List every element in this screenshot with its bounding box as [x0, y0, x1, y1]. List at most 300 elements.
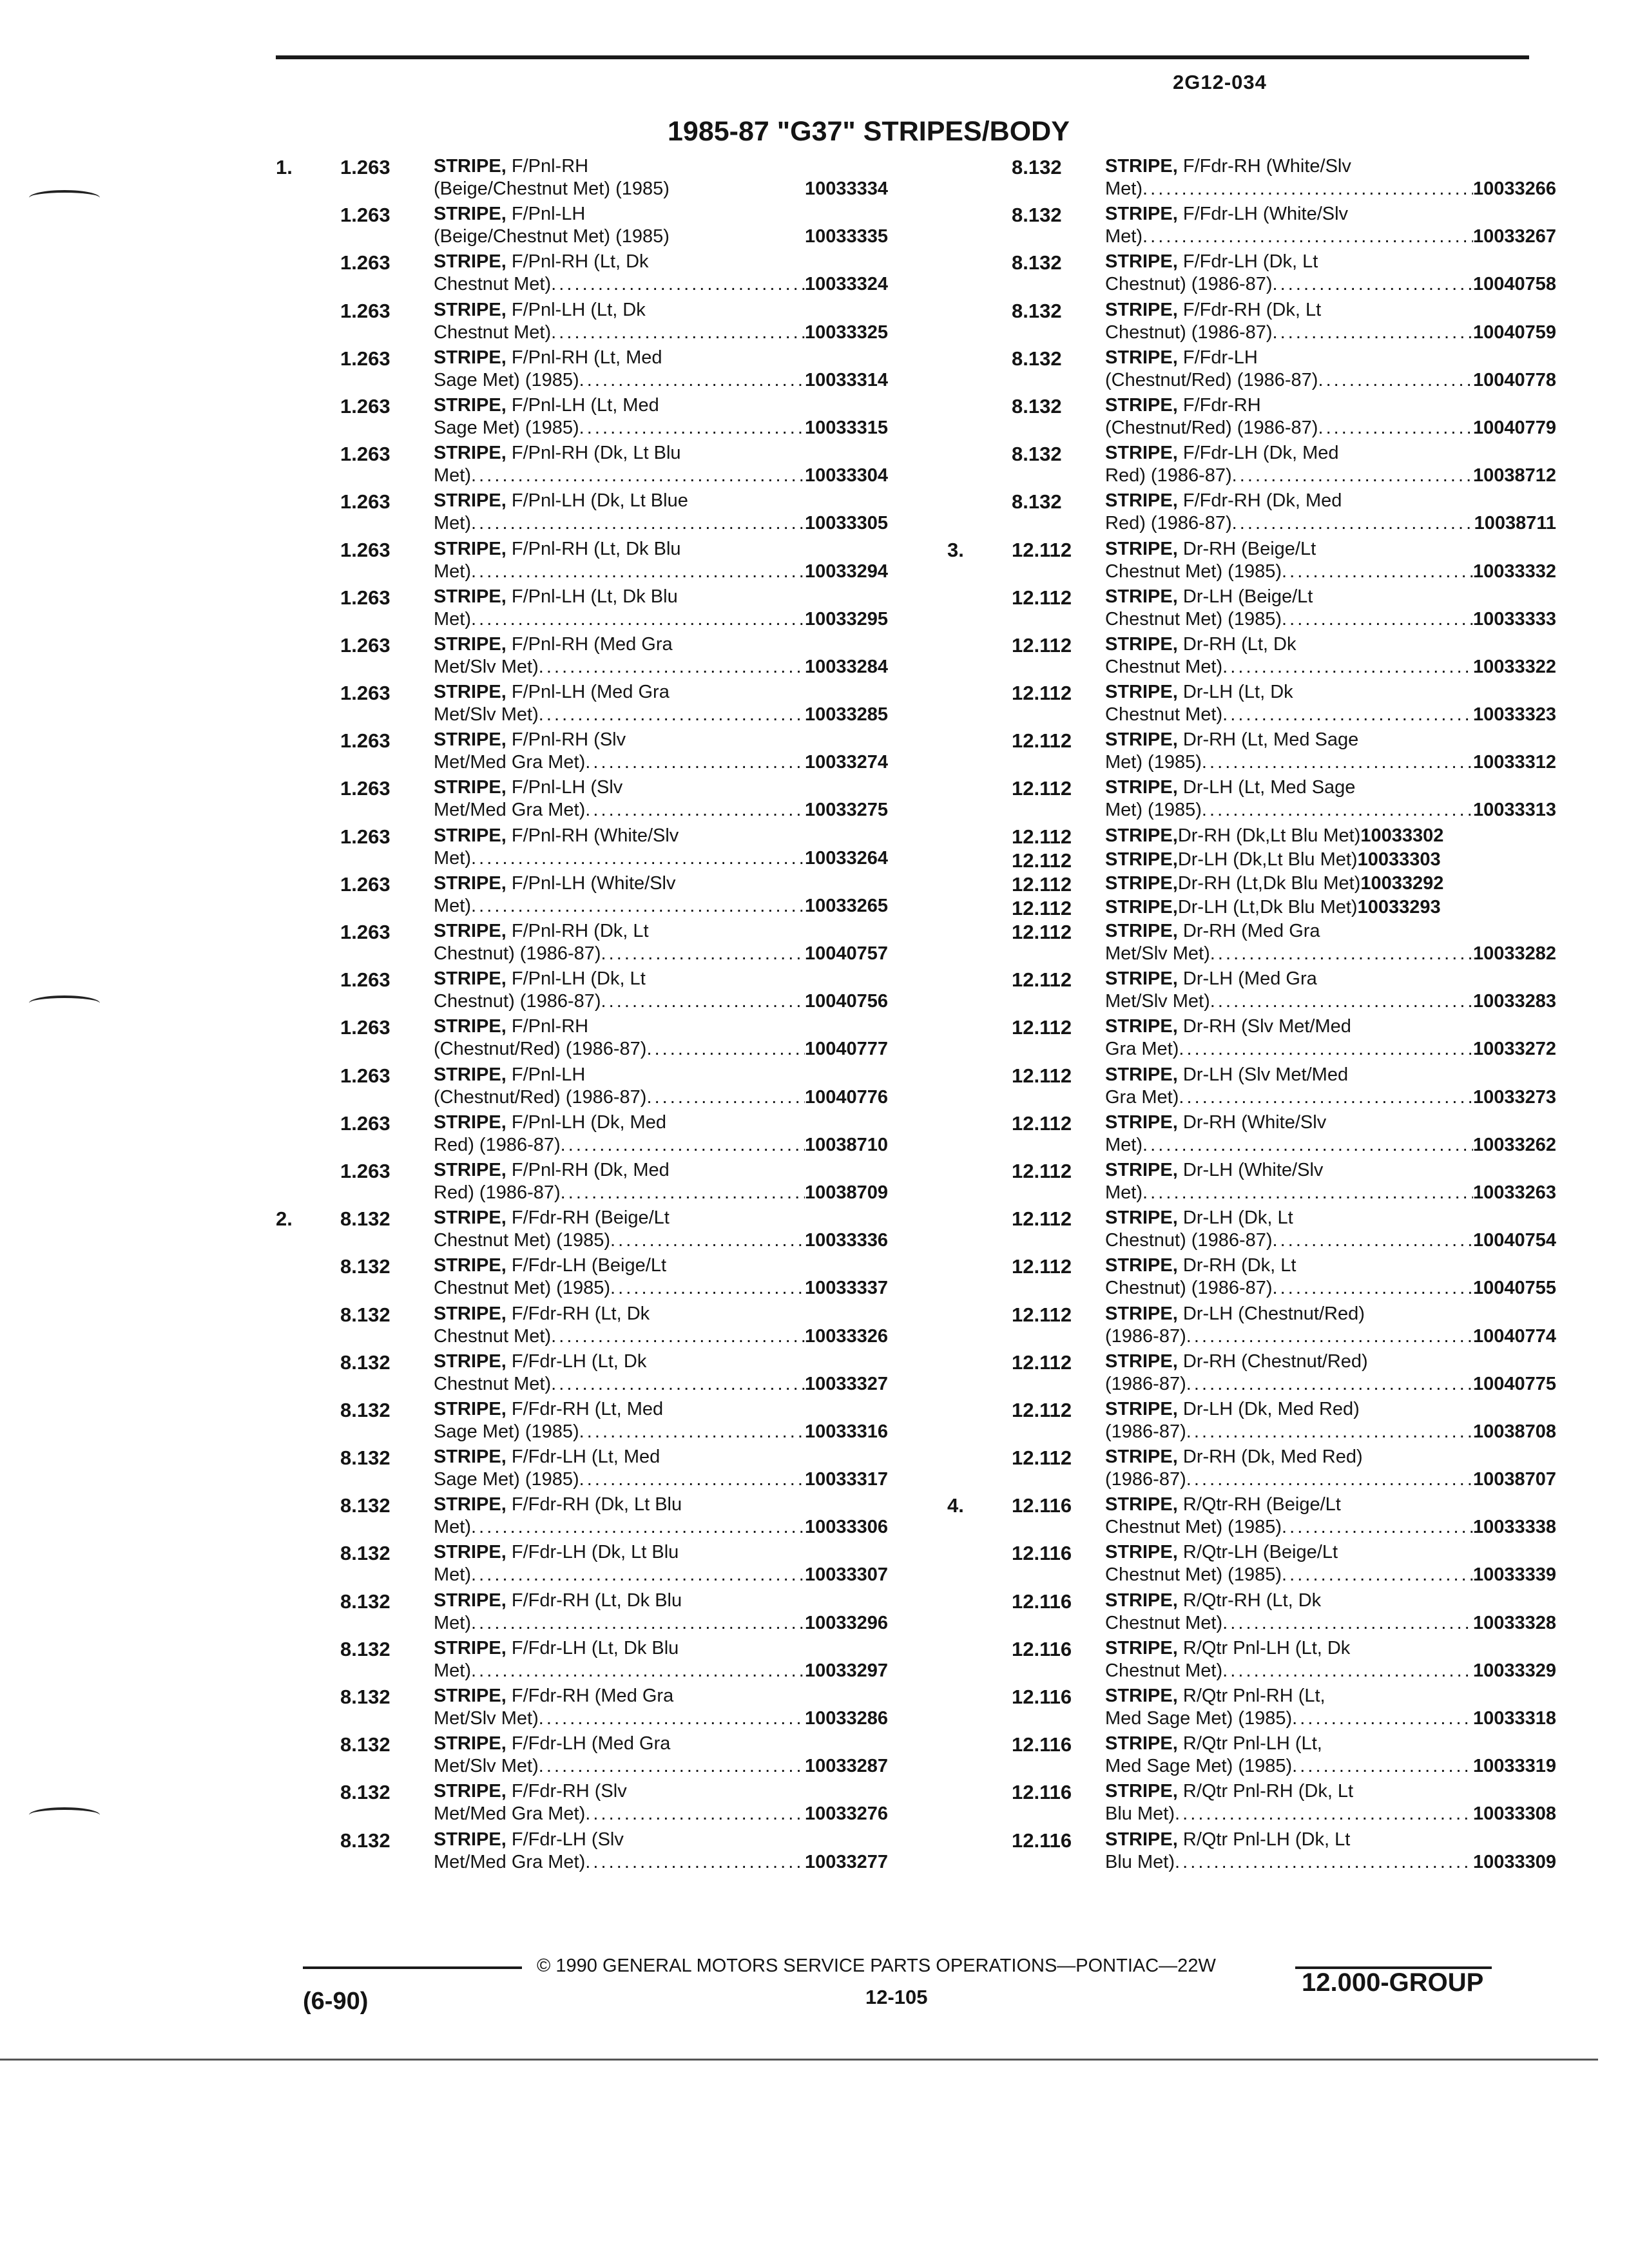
- part-keyword: STRIPE,: [1105, 1733, 1178, 1754]
- part-number: 10040777: [804, 1039, 888, 1060]
- part-keyword: STRIPE,: [1105, 968, 1178, 990]
- part-description-continued: [434, 1756, 888, 1777]
- dot-leader: [551, 322, 805, 343]
- dot-leader: [1175, 1803, 1473, 1825]
- part-number: 10033294: [804, 561, 888, 582]
- part-description: [434, 204, 888, 225]
- ref-number: 12.112: [1012, 1398, 1072, 1421]
- part-description: [434, 777, 888, 798]
- parts-list-entry: [276, 1063, 894, 1111]
- ref-number: 8.132: [340, 1398, 390, 1421]
- part-description: [434, 1303, 888, 1325]
- part-description-continued: [1105, 1756, 1556, 1777]
- part-variant: Med Sage Met) (1985): [1105, 1756, 1293, 1777]
- part-number: 10038711: [1474, 513, 1556, 534]
- part-keyword: STRIPE,: [1105, 1781, 1178, 1802]
- parts-list-entry: [276, 1254, 894, 1302]
- part-number: 10038707: [1472, 1469, 1556, 1490]
- parts-list-entry: [947, 1732, 1592, 1780]
- parts-list-entry: [276, 1445, 894, 1493]
- part-number: 10033307: [804, 1564, 888, 1586]
- part-number: 10033319: [1472, 1756, 1556, 1777]
- parts-list-entry: [276, 441, 894, 489]
- part-name: F/Pnl-LH (Dk, Lt Blue: [511, 490, 688, 512]
- part-variant: (Chestnut/Red) (1986-87): [434, 1039, 647, 1060]
- part-variant: Met): [434, 465, 471, 486]
- part-description-continued: [1105, 943, 1556, 965]
- dot-leader: [579, 1469, 805, 1490]
- part-variant: (Beige/Chestnut Met) (1985): [434, 226, 670, 247]
- part-description-continued: [1105, 1852, 1556, 1873]
- ref-number: 1.263: [340, 347, 390, 370]
- part-description-continued: [434, 1660, 888, 1682]
- dot-leader: [610, 1230, 805, 1251]
- part-number: 10033305: [804, 513, 888, 534]
- part-description: [1105, 1351, 1556, 1372]
- dot-leader: [1273, 274, 1473, 295]
- part-keyword: STRIPE,: [1105, 1111, 1178, 1133]
- ref-number: 12.116: [1012, 1686, 1072, 1708]
- ref-number: 8.132: [1012, 490, 1062, 514]
- part-description-continued: [1105, 178, 1556, 200]
- part-number: 10033267: [1472, 226, 1556, 247]
- part-description: [434, 1638, 888, 1659]
- part-description: [1105, 1207, 1556, 1229]
- part-keyword: STRIPE,: [434, 825, 506, 846]
- parts-list-entry: [276, 489, 894, 537]
- parts-list-entry: [947, 298, 1592, 346]
- part-name: Dr-RH (Lt, Med Sage: [1182, 729, 1359, 751]
- part-description-continued: [434, 1564, 888, 1586]
- part-description: [1105, 825, 1556, 847]
- part-number: 10033274: [804, 752, 888, 773]
- parts-list-entry: [947, 489, 1592, 537]
- part-keyword: STRIPE,: [434, 1446, 506, 1468]
- parts-list-entry: [947, 250, 1592, 298]
- part-keyword: STRIPE,: [434, 1829, 506, 1850]
- ref-number: 1.263: [340, 872, 390, 896]
- item-group-number: 1.: [276, 156, 293, 178]
- part-variant: Red) (1986-87): [1105, 465, 1232, 486]
- part-keyword: STRIPE,: [434, 538, 506, 559]
- parts-list-entry: [947, 441, 1592, 489]
- ref-number: 1.263: [340, 729, 390, 753]
- part-number: 10033296: [804, 1612, 888, 1633]
- part-keyword: STRIPE,: [434, 1111, 506, 1133]
- part-description-continued: [1105, 1517, 1556, 1538]
- part-number: 10033333: [1472, 608, 1556, 629]
- ref-number: 1.263: [340, 1159, 390, 1182]
- ref-number: 8.132: [340, 1494, 390, 1517]
- part-keyword: STRIPE,: [434, 1398, 506, 1419]
- ref-number: 12.112: [1012, 1446, 1072, 1470]
- dot-leader: [471, 896, 805, 917]
- part-description-continued: [434, 370, 888, 391]
- part-number: 10040756: [804, 991, 888, 1012]
- parts-list-entry: [276, 1015, 894, 1062]
- dot-leader: [610, 1278, 805, 1299]
- dot-leader: [471, 1564, 805, 1586]
- part-number: 10033304: [804, 465, 888, 486]
- dot-leader: [1273, 322, 1473, 343]
- part-keyword: STRIPE,: [434, 1494, 506, 1515]
- part-name: Dr-LH (Dk,Lt Blu Met): [1177, 849, 1358, 870]
- part-description-continued: [434, 1421, 888, 1443]
- ref-number: 8.132: [340, 1590, 390, 1613]
- part-keyword: STRIPE,: [434, 299, 506, 320]
- part-description: [1105, 539, 1556, 560]
- parts-list-entry: [947, 1158, 1592, 1206]
- part-variant: (Chestnut/Red) (1986-87): [1105, 369, 1318, 390]
- ref-number: 1.263: [340, 204, 390, 227]
- part-name: Dr-RH (Dk, Med Red): [1182, 1446, 1363, 1468]
- part-name: Dr-RH (Dk, Lt: [1182, 1255, 1296, 1276]
- part-keyword: STRIPE,: [1105, 1159, 1178, 1180]
- part-description: [1105, 490, 1556, 512]
- part-description-continued: [1105, 370, 1556, 391]
- ref-number: 12.112: [1012, 1350, 1072, 1374]
- part-variant: Chestnut) (1986-87): [1105, 322, 1273, 343]
- dot-leader: [1186, 1421, 1473, 1443]
- part-keyword: STRIPE,: [434, 1542, 506, 1563]
- part-description-continued: [1105, 274, 1556, 295]
- part-variant: Chestnut Met): [434, 274, 552, 295]
- part-number: 10033339: [1472, 1564, 1556, 1586]
- part-name: F/Pnl-RH (Med Gra: [511, 633, 673, 655]
- part-description: [1105, 1638, 1556, 1659]
- parts-list-entry: [947, 202, 1592, 250]
- part-description-continued: [1105, 1469, 1556, 1490]
- dot-leader: [551, 1374, 805, 1395]
- part-variant: Sage Met) (1985): [434, 1469, 579, 1490]
- part-number: 10033332: [1472, 561, 1556, 582]
- part-variant: Met) (1985): [1105, 752, 1202, 773]
- parts-list-entry: [947, 1445, 1592, 1493]
- part-description: [434, 968, 888, 990]
- part-number: 10033285: [804, 704, 888, 726]
- part-description: [434, 1781, 888, 1802]
- parts-list-entry: [276, 394, 894, 441]
- dot-leader: [471, 561, 805, 582]
- part-variant: Met): [434, 608, 471, 629]
- part-number: 10033323: [1472, 704, 1556, 726]
- part-description: [1105, 1542, 1556, 1563]
- part-description: [1105, 156, 1556, 177]
- part-variant: Sage Met) (1985): [434, 1421, 579, 1442]
- ref-number: 8.132: [340, 1542, 390, 1565]
- part-name: F/Pnl-LH (Lt, Dk: [511, 299, 646, 320]
- hole-punch-mark: [29, 995, 100, 1011]
- part-keyword: STRIPE,: [434, 1207, 506, 1229]
- dot-leader: [579, 418, 805, 439]
- part-description-continued: [1105, 418, 1556, 439]
- part-name: F/Pnl-LH (Med Gra: [511, 682, 670, 703]
- part-name: R/Qtr-RH (Beige/Lt: [1182, 1494, 1341, 1515]
- part-name: F/Pnl-RH: [511, 156, 589, 177]
- part-description: [434, 1399, 888, 1420]
- dot-leader: [1186, 1374, 1473, 1395]
- part-description-continued: [434, 1039, 888, 1060]
- part-name: F/Fdr-LH: [1182, 347, 1258, 368]
- part-variant: Red) (1986-87): [1105, 513, 1232, 534]
- dot-leader: [1142, 178, 1473, 200]
- part-name: F/Pnl-RH (Dk, Med: [511, 1159, 670, 1180]
- parts-list-entry: [947, 1302, 1592, 1350]
- item-group-number: 4.: [947, 1494, 964, 1517]
- ref-number: 12.112: [1012, 896, 1072, 919]
- parts-list-entry: [947, 1206, 1592, 1254]
- parts-list-entry: [276, 155, 894, 202]
- part-keyword: STRIPE,: [434, 443, 506, 464]
- parts-list-entry: [947, 1015, 1592, 1062]
- part-name: F/Fdr-LH (Dk, Lt: [1182, 251, 1318, 273]
- part-name: F/Fdr-LH (Dk, Med: [1182, 443, 1339, 464]
- parts-list-entry: [947, 1254, 1592, 1302]
- part-description: [1105, 347, 1556, 369]
- parts-list-entry: [276, 872, 894, 919]
- part-name: Dr-LH (Slv Met/Med: [1182, 1064, 1349, 1085]
- part-keyword: STRIPE,: [434, 1064, 506, 1085]
- part-keyword: STRIPE,: [1105, 1494, 1178, 1515]
- part-name: F/Fdr-RH (Dk, Lt Blu: [511, 1494, 682, 1515]
- ref-number: 12.112: [1012, 1016, 1072, 1039]
- page-code: 2G12-034: [1173, 71, 1267, 93]
- part-variant: Met/Med Gra Met): [434, 800, 586, 821]
- top-rule: [276, 55, 1529, 59]
- part-description: [1105, 395, 1556, 416]
- parts-list-entry: [947, 848, 1592, 872]
- part-variant: Chestnut) (1986-87): [434, 943, 601, 964]
- part-keyword: STRIPE,: [1105, 1686, 1178, 1706]
- parts-list-entry: [947, 776, 1592, 823]
- dot-leader: [539, 704, 805, 726]
- part-number: 10033282: [1472, 943, 1556, 964]
- part-keyword: STRIPE,: [1105, 347, 1178, 368]
- dot-leader: [1210, 943, 1473, 965]
- part-keyword: STRIPE,: [1105, 872, 1178, 894]
- part-description-continued: [1105, 657, 1556, 678]
- part-keyword: STRIPE,: [1105, 156, 1178, 177]
- parts-list-entry: [276, 1350, 894, 1398]
- part-keyword: STRIPE,: [1105, 1446, 1178, 1468]
- footer-page-number: 12-105: [865, 1986, 928, 2008]
- ref-number: 1.263: [340, 777, 390, 800]
- ref-number: 1.263: [340, 633, 390, 657]
- part-variant: Sage Met) (1985): [434, 369, 579, 390]
- part-description: [1105, 1064, 1556, 1086]
- dot-leader: [561, 1182, 805, 1204]
- part-number: 10033276: [804, 1803, 888, 1825]
- part-number: 10033309: [1472, 1851, 1556, 1872]
- part-description-continued: [434, 274, 888, 295]
- parts-list-entry: [276, 298, 894, 346]
- ref-number: 12.116: [1012, 1829, 1072, 1852]
- part-description-continued: [1105, 609, 1556, 630]
- part-variant: Met/Slv Met): [434, 1708, 539, 1729]
- part-description: [434, 490, 888, 512]
- part-name: F/Pnl-RH (Dk, Lt Blu: [511, 443, 681, 464]
- dot-leader: [585, 752, 805, 773]
- parts-list-entry: [276, 1493, 894, 1541]
- part-number: 10033325: [804, 322, 888, 343]
- part-keyword: STRIPE,: [1105, 1829, 1178, 1850]
- parts-column-left: [276, 155, 894, 1876]
- ref-number: 1.263: [340, 1064, 390, 1087]
- ref-number: 8.132: [340, 1829, 390, 1852]
- part-variant: Red) (1986-87): [434, 1182, 561, 1203]
- part-description-continued: [434, 322, 888, 343]
- part-keyword: STRIPE,: [1105, 849, 1178, 870]
- ref-number: 12.112: [1012, 1111, 1072, 1135]
- part-name: Dr-LH (Dk, Lt: [1182, 1207, 1293, 1229]
- part-variant: Chestnut Met) (1985): [434, 1230, 611, 1251]
- part-variant: Med Sage Met) (1985): [1105, 1708, 1293, 1729]
- parts-list-entry: [947, 728, 1592, 776]
- part-description: [1105, 1399, 1556, 1420]
- dot-leader: [1282, 1564, 1473, 1586]
- parts-list-entry: [947, 1063, 1592, 1111]
- part-keyword: STRIPE,: [1105, 1542, 1178, 1563]
- part-name: F/Fdr-RH (Beige/Lt: [511, 1207, 670, 1229]
- dot-leader: [1292, 1708, 1473, 1729]
- part-name: F/Pnl-LH (White/Slv: [511, 872, 676, 894]
- part-variant: Met): [434, 561, 471, 582]
- ref-number: 12.112: [1012, 872, 1072, 896]
- part-description-continued: [1105, 1135, 1556, 1156]
- part-name: Dr-RH (Slv Met/Med: [1182, 1016, 1351, 1037]
- dot-leader: [1142, 1135, 1473, 1156]
- ref-number: 1.263: [340, 1111, 390, 1135]
- part-variant: (Chestnut/Red) (1986-87): [1105, 417, 1318, 438]
- part-description: [434, 1112, 888, 1133]
- dot-leader: [1232, 513, 1474, 534]
- part-name: F/Pnl-RH (White/Slv: [511, 825, 679, 846]
- part-variant: (1986-87): [1105, 1469, 1186, 1490]
- part-number: 10040755: [1472, 1278, 1556, 1299]
- part-variant: (1986-87): [1105, 1325, 1186, 1347]
- part-description: [1105, 1494, 1556, 1515]
- dot-leader: [601, 991, 805, 1012]
- ref-number: 12.116: [1012, 1637, 1072, 1660]
- parts-list-entry: [947, 1398, 1592, 1445]
- part-description-continued: [1105, 1708, 1556, 1729]
- part-name: R/Qtr Pnl-RH (Dk, Lt: [1182, 1781, 1354, 1802]
- ref-number: 12.112: [1012, 825, 1072, 848]
- part-variant: Chestnut Met) (1985): [1105, 1564, 1282, 1586]
- part-description-continued: [434, 1803, 888, 1825]
- part-number: 10033314: [804, 369, 888, 390]
- parts-list-entry: [947, 896, 1592, 919]
- part-variant: Met): [434, 1612, 471, 1633]
- parts-list-entry: [947, 680, 1592, 728]
- part-variant: Blu Met): [1105, 1851, 1175, 1872]
- part-name: F/Pnl-RH (Lt, Med: [511, 347, 662, 368]
- part-keyword: STRIPE,: [1105, 1637, 1178, 1658]
- part-description: [434, 156, 888, 177]
- part-name: F/Fdr-LH (Med Gra: [511, 1733, 671, 1754]
- part-name: F/Pnl-LH (Lt, Dk Blu: [511, 586, 678, 607]
- dot-leader: [1318, 418, 1473, 439]
- part-description: [1105, 1829, 1556, 1850]
- part-keyword: STRIPE,: [434, 968, 506, 990]
- part-number: 10033264: [804, 847, 888, 869]
- part-variant: Met): [434, 895, 471, 916]
- part-name: F/Fdr-RH (Slv: [511, 1781, 627, 1802]
- part-number: 10033287: [804, 1756, 888, 1777]
- part-description: [434, 1733, 888, 1754]
- parts-list-entry: [276, 967, 894, 1015]
- ref-number: 12.116: [1012, 1542, 1072, 1565]
- dot-leader: [1282, 561, 1473, 582]
- part-description: [434, 1064, 888, 1086]
- part-description-continued: [1105, 1039, 1556, 1060]
- part-keyword: STRIPE,: [1105, 921, 1178, 941]
- part-keyword: STRIPE,: [1105, 729, 1178, 751]
- part-name: F/Pnl-RH (Slv: [511, 729, 626, 751]
- hole-punch-mark: [29, 1807, 100, 1823]
- part-keyword: STRIPE,: [1105, 1064, 1178, 1085]
- ref-number: 12.112: [1012, 586, 1072, 609]
- part-description-continued: [1105, 322, 1556, 343]
- part-name: R/Qtr Pnl-LH (Lt, Dk: [1182, 1637, 1351, 1658]
- dot-leader: [1142, 1182, 1473, 1204]
- part-number: 10033265: [804, 895, 888, 916]
- part-number: 10033322: [1472, 656, 1556, 677]
- part-name: Dr-LH (Beige/Lt: [1182, 586, 1313, 607]
- part-number: 10033326: [804, 1325, 888, 1347]
- dot-leader: [1282, 1517, 1473, 1538]
- part-keyword: STRIPE,: [434, 204, 506, 225]
- part-name: F/Pnl-RH (Dk, Lt: [511, 921, 649, 941]
- part-description-continued: [434, 800, 888, 821]
- part-description: [1105, 1446, 1556, 1468]
- part-variant: Met/Slv Met): [434, 1756, 539, 1777]
- part-description-continued: [434, 1469, 888, 1490]
- part-number: 10040757: [804, 943, 888, 964]
- part-description-continued: [1105, 800, 1556, 821]
- dot-leader: [1175, 1852, 1473, 1873]
- ref-number: 8.132: [1012, 299, 1062, 322]
- parts-list-entry: [947, 633, 1592, 680]
- hole-punch-mark: [29, 190, 100, 206]
- part-name: Dr-RH (Dk,Lt Blu Met): [1177, 825, 1361, 846]
- ref-number: 8.132: [1012, 156, 1062, 178]
- part-description: [1105, 729, 1556, 751]
- part-name: R/Qtr Pnl-RH (Lt,: [1182, 1686, 1325, 1706]
- part-keyword: STRIPE,: [1105, 1350, 1178, 1372]
- part-description: [1105, 251, 1556, 273]
- part-name: F/Pnl-LH: [511, 204, 586, 225]
- dot-leader: [551, 1326, 805, 1347]
- part-name: F/Fdr-RH: [1182, 394, 1261, 416]
- part-name: F/Fdr-RH (Lt, Dk: [511, 1303, 650, 1324]
- part-keyword: STRIPE,: [434, 1637, 506, 1658]
- part-variant: (Chestnut/Red) (1986-87): [434, 1086, 647, 1108]
- part-variant: (Beige/Chestnut Met) (1985): [434, 178, 670, 199]
- parts-list-entry: [947, 1637, 1592, 1684]
- dot-leader: [646, 1039, 805, 1060]
- part-name: F/Pnl-RH: [511, 1016, 589, 1037]
- dot-leader: [579, 1421, 805, 1443]
- ref-number: 8.132: [340, 1350, 390, 1374]
- dot-leader: [1273, 1230, 1473, 1251]
- part-number: 10038709: [804, 1182, 888, 1203]
- ref-number: 1.263: [340, 921, 390, 943]
- part-number: 10038712: [1472, 465, 1556, 486]
- part-variant: Met): [1105, 226, 1142, 247]
- part-number: 10033295: [804, 608, 888, 629]
- part-keyword: STRIPE,: [1105, 538, 1178, 559]
